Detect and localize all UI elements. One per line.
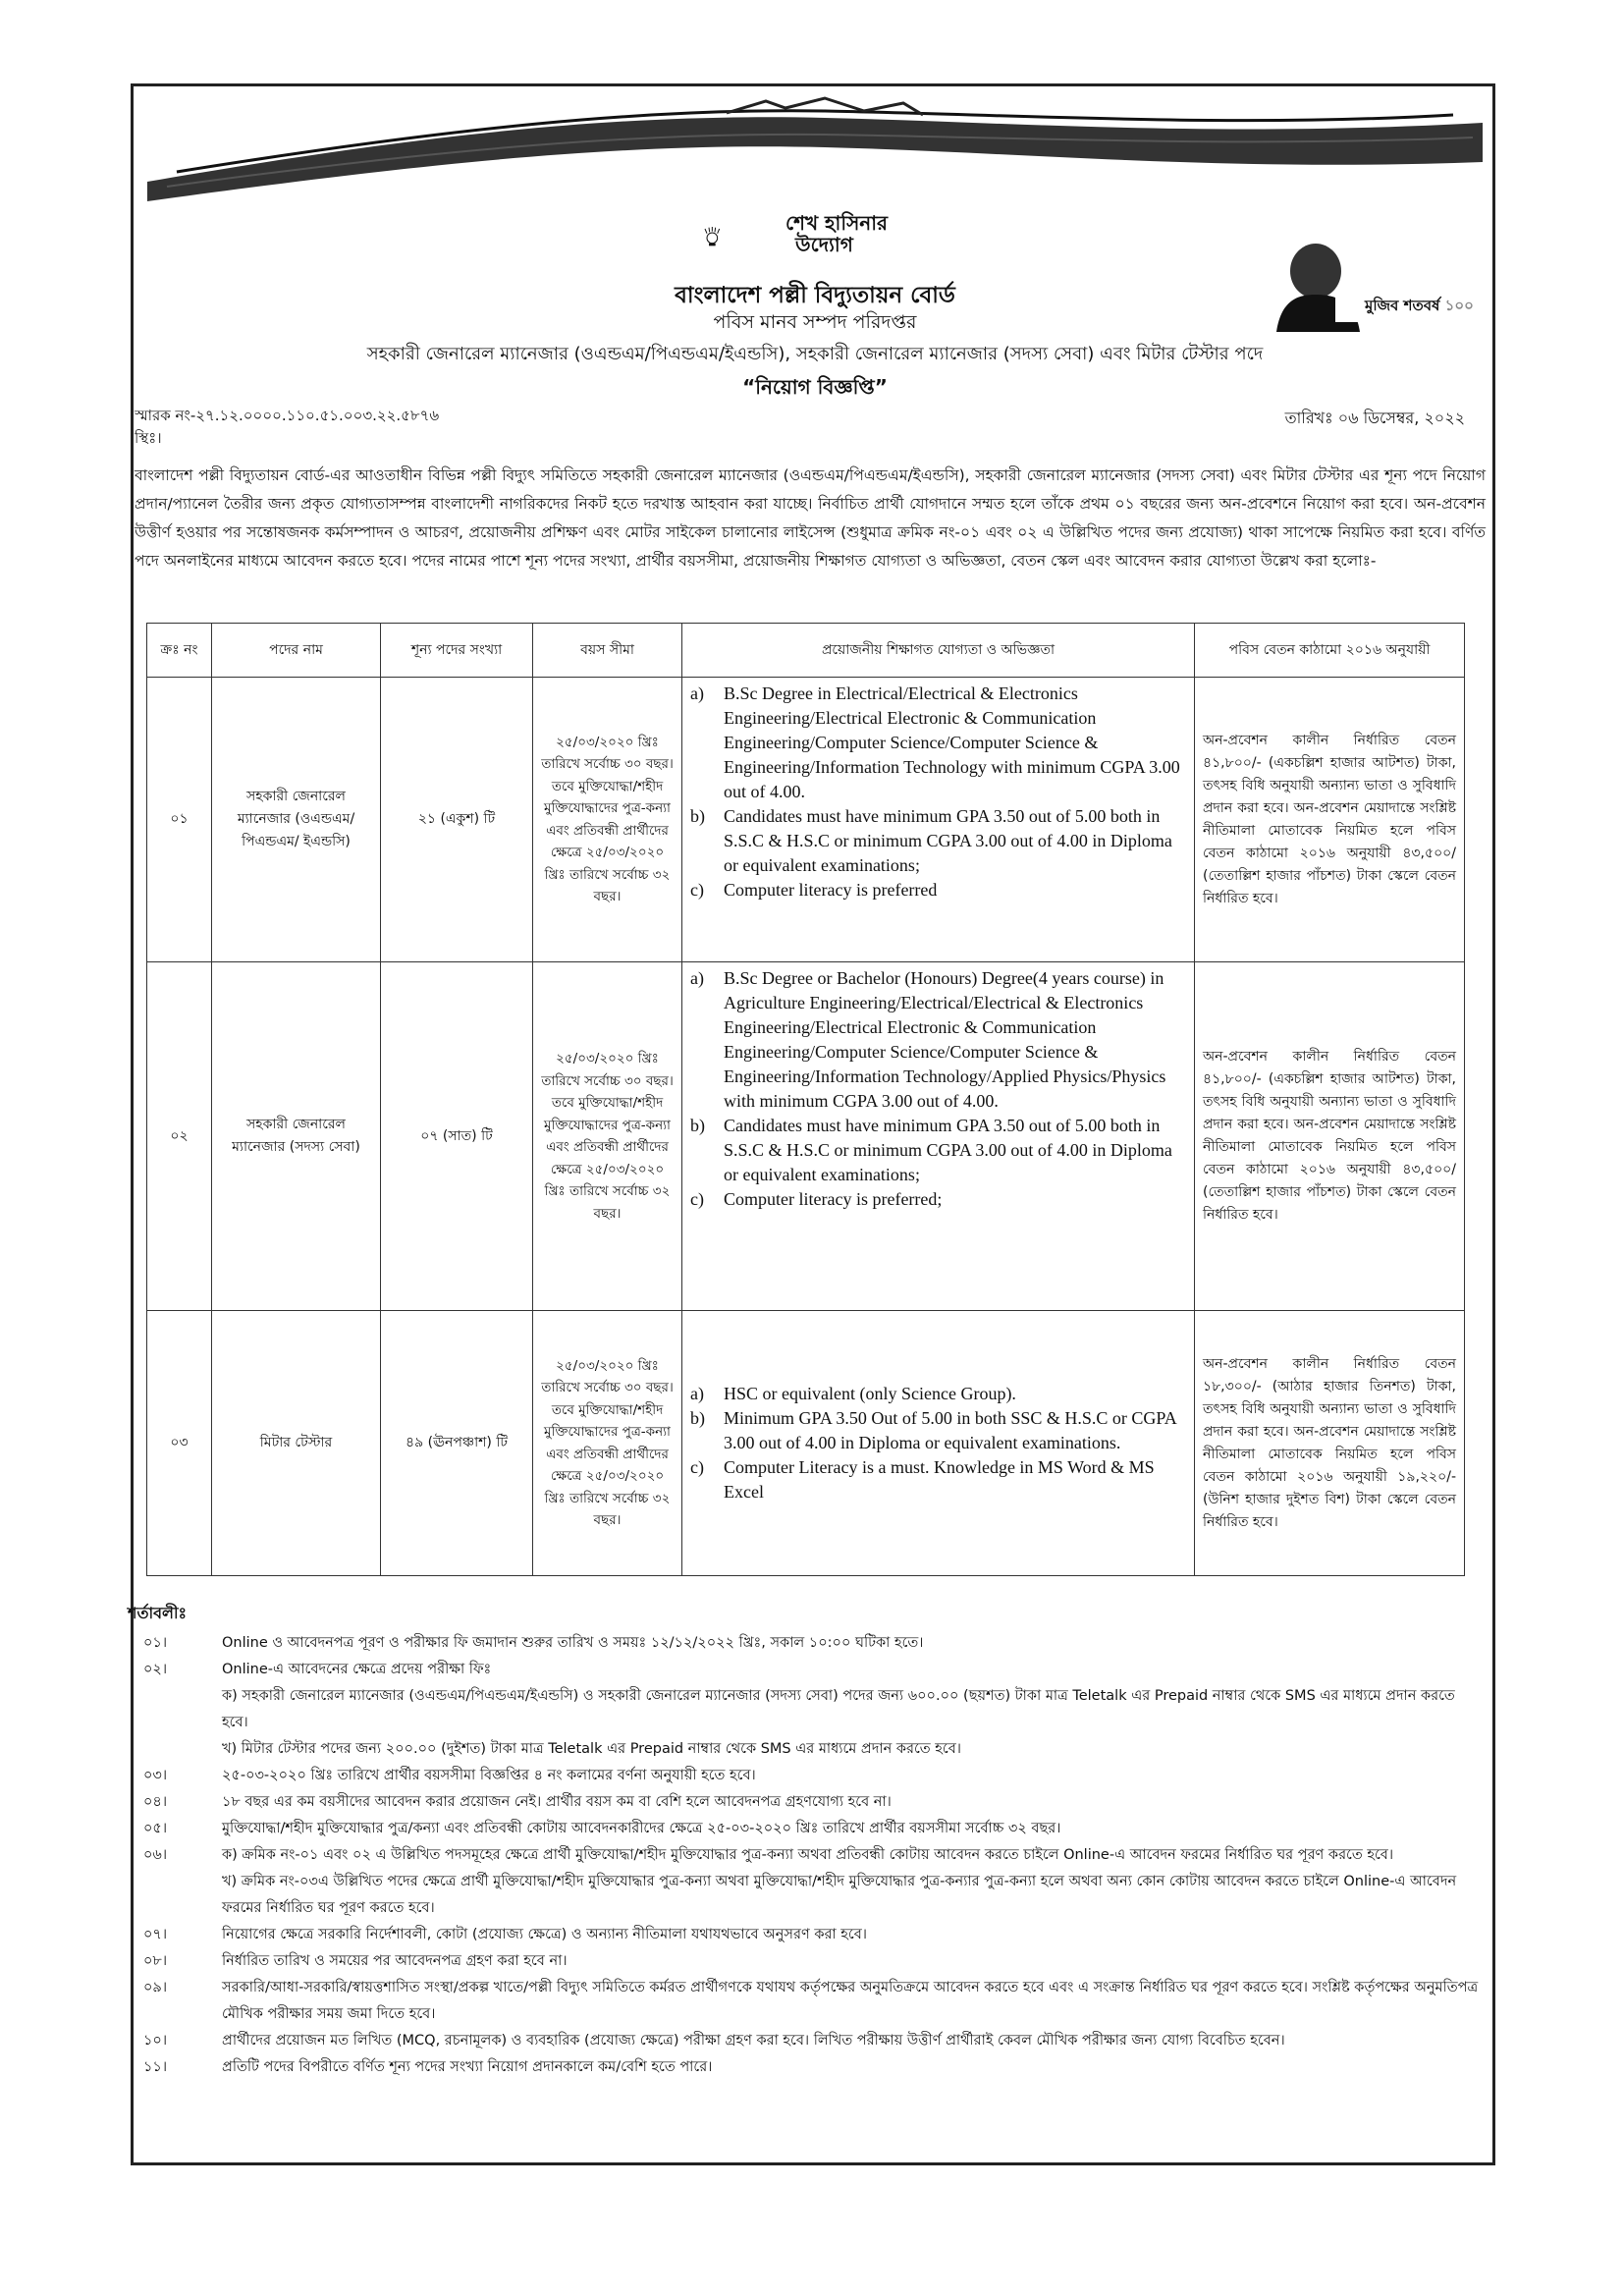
list-item [690,966,1186,1114]
list-item [690,1382,1186,1406]
cell-qualification [682,1311,1195,1576]
logo-caption-line1: শেখ হাসিনার [785,211,889,235]
mujib-logo-number: ১০০ [1444,297,1474,314]
list-item [137,1842,1483,1922]
item-marker: c) [690,1457,704,1477]
logo-caption-line2: উদ্যোগ [795,233,853,256]
condition-part: মুক্তিযোদ্ধা/শহীদ মুক্তিযোদ্ধার পুত্র/কন্যা এবং প্রতিবন্ধী কোটায় আবেদনকারীদের ক্ষেত্রে ২৫-০৩-২০২০ খ্রিঃ তারিখে প্রার্থীর বয়সসীমা সর্বোচ্চ ৩২ বছর। [222,1821,1061,1836]
qualification-list [690,1382,1186,1504]
condition-text [222,1763,1483,1789]
item-marker: b) [690,806,705,826]
condition-number: ০৫। [143,1821,168,1836]
condition-text [222,1922,1483,1948]
notice-date: তারিখঃ ০৬ ডিসেম্বর, ২০২২ [1284,409,1465,427]
condition-part: ক) সহকারী জেনারেল ম্যানেজার (ওএন্ডএম/পিএন্ডএম/ইএন্ডসি) ও সহকারী জেনারেল ম্যানেজার (সদস্য সেবা) পদের জন্য ৬০০.০০ (ছয়শত) টাকা মাত্র Teletalk এর Prepaid নাম্বার থেকে SMS এর মাধ্যমে প্রদান করতে হবে। [222,1688,1455,1730]
item-text: B.Sc Degree or Bachelor (Honours) Degree(4 years course) in Agriculture Engineering/Electrical/Electrical & Electronics Engineering/Electrical Electronic & Communication Engineering/Computer Science/Computer Science & Engineering/Information Technology/Applied Physics/Physics with minimum CGPA 3.00 out of 4.00. [724,968,1166,1111]
item-text: B.Sc Degree in Electrical/Electrical & Electronics Engineering/Electrical Electronic & Communication Engineering/Computer Science/Computer Science & Engineering/Information Technology with minimum CGPA 3.00 out of 4.00. [724,683,1180,801]
condition-text [222,1948,1483,1975]
cell-vacancy: ৪৯ (ঊনপঞ্চাশ) টি [381,1311,533,1576]
list-item [137,1948,1483,1975]
cell-pay: অন-প্রবেশন কালীন নির্ধারিত বেতন ৪১,৮০০/- (একচল্লিশ হাজার আটশত) টাকা, তৎসহ বিধি অনুযায়ী অন্যান্য ভাতা ও সুবিধাদি প্রদান করা হবে। অন-প্রবেশন মেয়াদান্তে সংশ্লিষ্ট নীতিমালা মোতাবেক নিয়মিত হলে পবিস বেতন কাঠামো ২০১৬ অনুযায়ী ৪৩,৫০০/ (তেতাল্লিশ হাজার পাঁচশত) টাকা স্কেলে বেতন নির্ধারিত হবে। [1195,962,1465,1311]
item-marker: a) [690,1384,704,1403]
cell-age: ২৫/০৩/২০২০ খ্রিঃ তারিখে সর্বোচ্চ ৩০ বছর। তবে মুক্তিযোদ্ধা/শহীদ মুক্তিযোদ্ধাদের পুত্র-কন্যা এবং প্রতিবন্ধী প্রার্থীদের ক্ষেত্রে ২৫/০৩/২০২০ খ্রিঃ তারিখে সর্বোচ্চ ৩২ বছর। [533,962,682,1311]
col-header-post: পদের নাম [212,624,381,678]
condition-part: ২৫-০৩-২০২০ খ্রিঃ তারিখে প্রার্থীর বয়সসীমা বিজ্ঞপ্তির ৪ নং কলামের বর্ণনা অনুযায়ী হতে হবে। [222,1768,756,1783]
item-marker: a) [690,968,704,988]
cell-post: সহকারী জেনারেল ম্যানেজার (ওএন্ডএম/ পিএন্ডএম/ ইএন্ডসি) [212,678,381,962]
item-text: Computer literacy is preferred [724,880,938,900]
condition-number: ০৩। [143,1768,168,1783]
condition-number: ১১। [143,2059,168,2075]
list-item [137,1922,1483,1948]
col-header-serial: ক্রঃ নং [147,624,212,678]
item-marker: b) [690,1408,705,1428]
department-name: পবিস মানব সম্পদ পরিদপ্তর [713,311,917,333]
condition-part: প্রতিটি পদের বিপরীতে বর্ণিত শূন্য পদের সংখ্যা নিয়োগ প্রদানকালে কম/বেশি হতে পারে। [222,2059,713,2075]
condition-number: ০৯। [143,1980,168,1995]
list-item [137,1816,1483,1842]
condition-number: ০৪। [143,1794,168,1810]
item-text: Candidates must have minimum GPA 3.50 out of 5.00 both in S.S.C & H.S.C or minimum CGPA 3.00 out of 4.00 in Diploma or equivalent examinations; [724,806,1172,875]
table-row [147,678,1465,962]
condition-text [222,2054,1483,2081]
list-item [690,1455,1186,1504]
cell-serial: ০৩ [147,1311,212,1576]
notice-title: “নিয়োগ বিজ্ঞপ্তি” [742,375,888,399]
col-header-qualification: প্রয়োজনীয় শিক্ষাগত যোগ্যতা ও অভিজ্ঞতা [682,624,1195,678]
cell-serial: ০১ [147,678,212,962]
condition-text [222,1789,1483,1816]
cell-age: ২৫/০৩/২০২০ খ্রিঃ তারিখে সর্বোচ্চ ৩০ বছর। তবে মুক্তিযোদ্ধা/শহীদ মুক্তিযোদ্ধাদের পুত্র-কন্যা এবং প্রতিবন্ধী প্রার্থীদের ক্ষেত্রে ২৫/০৩/২০২০ খ্রিঃ তারিখে সর্বোচ্চ ৩২ বছর। [533,1311,682,1576]
cell-age: ২৫/০৩/২০২০ খ্রিঃ তারিখে সর্বোচ্চ ৩০ বছর। তবে মুক্তিযোদ্ধা/শহীদ মুক্তিযোদ্ধাদের পুত্র-কন্যা এবং প্রতিবন্ধী প্রার্থীদের ক্ষেত্রে ২৫/০৩/২০২০ খ্রিঃ তারিখে সর্বোচ্চ ৩২ বছর। [533,678,682,962]
condition-part: নিয়োগের ক্ষেত্রে সরকারি নির্দেশাবলী, কোটা (প্রযোজ্য ক্ষেত্রে) ও অন্যান্য নীতিমালা যথাযথভাবে অনুসরণ করা হবে। [222,1927,867,1942]
cell-pay: অন-প্রবেশন কালীন নির্ধারিত বেতন ৪১,৮০০/- (একচল্লিশ হাজার আটশত) টাকা, তৎসহ বিধি অনুযায়ী অন্যান্য ভাতা ও সুবিধাদি প্রদান করা হবে। অন-প্রবেশন মেয়াদান্তে সংশ্লিষ্ট নীতিমালা মোতাবেক নিয়মিত হলে পবিস বেতন কাঠামো ২০১৬ অনুযায়ী ৪৩,৫০০/ (তেতাল্লিশ হাজার পাঁচশত) টাকা স্কেলে বেতন নির্ধারিত হবে। [1195,678,1465,962]
list-item [137,1789,1483,1816]
condition-part: প্রার্থীদের প্রয়োজন মত লিখিত (MCQ, রচনামূলক) ও ব্যবহারিক (প্রযোজ্য ক্ষেত্রে) পরীক্ষা গ্রহণ করা হবে। লিখিত পরীক্ষায় উত্তীর্ণ প্রার্থীরাই কেবল মৌখিক পরীক্ষার জন্য যোগ্য বিবেচিত হবেন। [222,2033,1285,2049]
condition-text [222,1630,1483,1657]
condition-part: ১৮ বছর এর কম বয়সীদের আবেদন করার প্রয়োজন নেই। প্রার্থীর বয়স কম বা বেশি হলে আবেদনপত্র গ্রহণযোগ্য হবে না। [222,1794,892,1810]
list-item [137,1763,1483,1789]
condition-part: নির্ধারিত তারিখ ও সময়ের পর আবেদনপত্র গ্রহণ করা হবে না। [222,1953,568,1969]
sheikh-hasina-initiative-logo [699,208,778,267]
list-item [137,2054,1483,2081]
logo-caption [785,212,888,255]
col-header-age: বয়স সীমা [533,624,682,678]
condition-number: ০২। [143,1662,168,1677]
item-text: Computer Literacy is a must. Knowledge in MS Word & MS Excel [724,1457,1155,1502]
condition-part: খ) ক্রমিক নং-০৩এ উল্লিখিত পদের ক্ষেত্রে প্রার্থী মুক্তিযোদ্ধা/শহীদ মুক্তিযোদ্ধার পুত্র-কন্যা অথবা মুক্তিযোদ্ধা/শহীদ মুক্তিযোদ্ধার পুত্র-কন্যার পুত্র-কন্যা হলে অথবা অন্য কোন কোটায় আবেদন করতে চাইলে Online-এ আবেদন ফরমের নির্ধারিত ঘর পূরণ করতে হবে। [222,1874,1457,1916]
sthi-label: স্থিঃ। [135,429,162,447]
table-header-row [147,624,1465,678]
condition-text [222,1842,1483,1922]
cell-vacancy: ০৭ (সাত) টি [381,962,533,1311]
list-item [690,1187,1186,1212]
decorative-banner [137,93,1490,211]
condition-part: Online-এ আবেদনের ক্ষেত্রে প্রদেয় পরীক্ষা ফিঃ [222,1662,492,1677]
item-marker: c) [690,880,704,900]
list-item [137,2028,1483,2054]
condition-text [222,1816,1483,1842]
col-header-vacancy: শূন্য পদের সংখ্যা [381,624,533,678]
qualification-list [690,682,1186,902]
cell-post: মিটার টেস্টার [212,1311,381,1576]
list-item [690,682,1186,804]
item-text: HSC or equivalent (only Science Group). [724,1384,1016,1403]
item-text: Candidates must have minimum GPA 3.50 out of 5.00 both in S.S.C & H.S.C or minimum CGPA 3.00 out of 4.00 in Diploma or equivalent examinations; [724,1116,1172,1184]
memo-number: স্মারক নং-২৭.১২.০০০০.১১০.৫১.০০৩.২২.৫৮৭৬ [135,407,440,424]
table-row [147,1311,1465,1576]
condition-part: সরকারি/আধা-সরকারি/স্বায়ত্তশাসিত সংস্থা/প্রকল্প খাতে/পল্লী বিদ্যুৎ সমিতিতে কর্মরত প্রার্থীগণকে যথাযথ কর্তৃপক্ষের অনুমতিক্রমে আবেদন করতে হবে এবং এ সংক্রান্ত নির্ধারিত ঘর পূরণ করতে হবে। সংশ্লিষ্ট কর্তৃপক্ষের অনুমতিপত্র মৌখিক পরীক্ষার সময় জমা দিতে হবে। [222,1980,1479,2022]
item-marker: a) [690,683,704,703]
condition-number: ০৭। [143,1927,168,1942]
condition-text [222,1975,1483,2028]
org-name: বাংলাদেশ পল্লী বিদ্যুতায়ন বোর্ড [675,283,955,308]
intro-paragraph: বাংলাদেশ পল্লী বিদ্যুতায়ন বোর্ড-এর আওতাধীন বিভিন্ন পল্লী বিদ্যুৎ সমিতিতে সহকারী জেনারেল ম্যানেজার (ওএন্ডএম/পিএন্ডএম/ইএন্ডসি), সহকারী জেনারেল ম্যানেজার (সদস্য সেবা) এবং মিটার টেস্টার এর শূন্য পদে নিয়োগ প্রদান/প্যানেল তৈরীর জন্য প্রকৃত যোগ্যতাসম্পন্ন বাংলাদেশী নাগরিকদের নিকট হতে দরখাস্ত আহবান করা যাচ্ছে। নির্বাচিত প্রার্থী যোগদানে সম্মত হলে তাঁকে প্রথম ০১ বছরের জন্য অন-প্রবেশনে নিয়োগ করা হবে। অন-প্রবেশন উত্তীর্ণ হওয়ার পর সন্তোষজনক কর্মসম্পাদন ও আচরণ, প্রয়োজনীয় প্রশিক্ষণ এবং মোটর সাইকেল চালানোর লাইসেন্স (শুধুমাত্র ক্রমিক নং-০১ এবং ০২ এ উল্লিখিত পদের জন্য প্রযোজ্য) থাকা সাপেক্ষে নিয়মিত করা হবে। বর্ণিত পদে অনলাইনের মাধ্যমে আবেদন করতে হবে। পদের নামের পাশে শূন্য পদের সংখ্যা, প্রার্থীর বয়সসীমা, প্রয়োজনীয় শিক্ষাগত যোগ্যতা ও অভিজ্ঞতা, বেতন স্কেল এবং আবেদন করার যোগ্যতা উল্লেখ করা হলোঃ- [135,466,1486,570]
conditions-list [137,1630,1483,2081]
list-item [690,878,1186,902]
list-item [137,1630,1483,1657]
condition-number: ১০। [143,2033,168,2049]
col-header-pay: পবিস বেতন কাঠামো ২০১৬ অনুযায়ী [1195,624,1465,678]
cell-qualification [682,678,1195,962]
item-marker: c) [690,1189,704,1209]
qualification-list [690,966,1186,1212]
condition-number: ০৮। [143,1953,168,1969]
list-item [690,1406,1186,1455]
cell-pay: অন-প্রবেশন কালীন নির্ধারিত বেতন ১৮,৩০০/- (আঠার হাজার তিনশত) টাকা, তৎসহ বিধি অনুযায়ী অন্যান্য ভাতা ও সুবিধাদি প্রদান করা হবে। অন-প্রবেশন মেয়াদান্তে সংশ্লিষ্ট নীতিমালা মোতাবেক নিয়মিত হলে পবিস বেতন কাঠামো ২০১৬ অনুযায়ী ১৯,২২০/- (উনিশ হাজার দুইশত বিশ) টাকা স্কেলে বেতন নির্ধারিত হবে। [1195,1311,1465,1576]
condition-number: ০১। [143,1635,168,1651]
list-item [137,1657,1483,1763]
table-row [147,962,1465,1311]
cell-vacancy: ২১ (একুশ) টি [381,678,533,962]
condition-part: Online ও আবেদনপত্র পূরণ ও পরীক্ষার ফি জমাদান শুরুর তারিখ ও সময়ঃ ১২/১২/২০২২ খ্রিঃ, সকাল ১০:০০ ঘটিকা হতে। [222,1635,924,1651]
condition-number: ০৬। [143,1847,168,1863]
mujib-logo-label: মুজিব শতবর্ষ [1365,297,1440,314]
list-item [690,1114,1186,1187]
condition-text [222,1657,1483,1763]
list-item [690,804,1186,878]
posts-line: সহকারী জেনারেল ম্যানেজার (ওএন্ডএম/পিএন্ডএম/ইএন্ডসি), সহকারী জেনারেল ম্যানেজার (সদস্য সেবা) এবং মিটার টেস্টার পদে [366,344,1264,364]
condition-text [222,2028,1483,2054]
condition-part: খ) মিটার টেস্টার পদের জন্য ২০০.০০ (দুইশত) টাকা মাত্র Teletalk এর Prepaid নাম্বার থেকে SMS এর মাধ্যমে প্রদান করতে হবে। [222,1741,961,1757]
item-marker: b) [690,1116,705,1135]
cell-post: সহকারী জেনারেল ম্যানেজার (সদস্য সেবা) [212,962,381,1311]
item-text: Computer literacy is preferred; [724,1189,943,1209]
conditions-title: শর্তাবলীঃ [128,1604,188,1622]
list-item [137,1975,1483,2028]
posts-table [146,623,1465,1576]
item-text: Minimum GPA 3.50 Out of 5.00 in both SSC & H.S.C or CGPA 3.00 out of 4.00 in Diploma or equivalent examinations. [724,1408,1176,1452]
condition-part: ক) ক্রমিক নং-০১ এবং ০২ এ উল্লিখিত পদসমূহের ক্ষেত্রে প্রার্থী মুক্তিযোদ্ধা/শহীদ মুক্তিযোদ্ধার পুত্র-কন্যা অথবা প্রতিবন্ধী কোটায় আবেদন করতে চাইলে Online-এ আবেদন ফরমের নির্ধারিত ঘর পূরণ করতে হবে। [222,1847,1394,1863]
cell-serial: ০২ [147,962,212,1311]
cell-qualification [682,962,1195,1311]
